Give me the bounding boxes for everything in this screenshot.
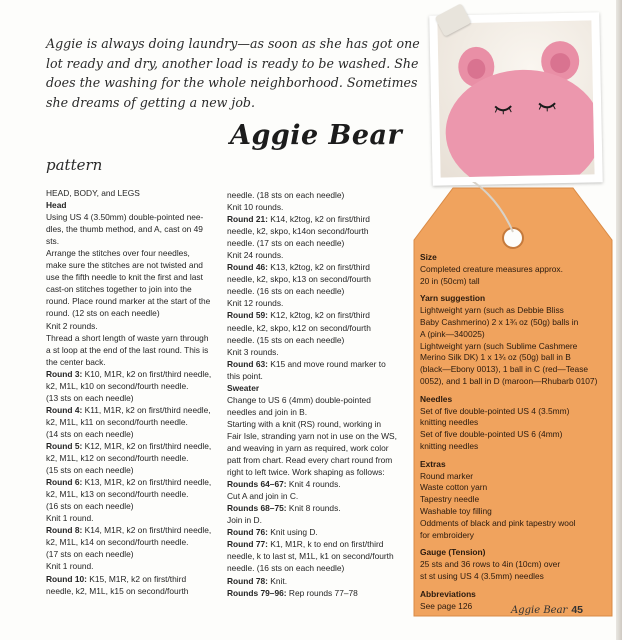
pattern-line: Head [46,200,67,211]
round-instruction: K12, k2tog, k2 on first/third [267,310,370,321]
pattern-line: HEAD, BODY, and LEGS [46,188,140,198]
pattern-line [227,526,409,538]
round-instruction: Knit 4 rounds. [286,479,341,490]
pattern-line: (13 sts on each needle) [46,392,134,403]
bear-photo [429,12,603,186]
pattern-line: Knit 12 rounds. [227,298,284,309]
round-label: Rounds 64–67: [227,479,287,490]
pattern-line: (14 sts on each needle) [46,428,134,439]
pattern-line: needles and join in B. [227,406,308,417]
tag-line: (black—Ebony 0013), 1 ball in C (red—Tease [420,364,589,375]
round-instruction: K13, M1R, k2 on first/third needle, [82,477,212,488]
tag-section-heading: Abbreviations [420,588,476,599]
tag-line: knitting needles [420,440,479,451]
pattern-line: this point. [227,370,263,381]
pattern-line [227,478,409,490]
tag-line: Waste cotton yarn [420,482,488,493]
tag-line: Set of five double-pointed US 6 (4mm) [420,429,563,440]
pattern-line: a st loop at the end of the last round. This is [46,344,209,355]
pattern-line [46,368,224,380]
intro-line: she dreams of getting a new job. [46,94,255,110]
pattern-line: and weaving in yarn as required, work color [227,442,389,453]
round-label: Rounds 68–75: [227,503,287,514]
pattern-line: needle. (18 sts on each needle) [227,190,345,200]
pattern-line [227,587,409,599]
intro-line: lot ready and dry, another load is ready to be washed. She [46,55,419,71]
pattern-line [227,213,409,225]
tag-line: 25 sts and 36 rows to 4in (10cm) over [420,559,561,570]
pattern-column-1 [46,187,224,597]
pattern-line: round. (12 sts on each needle) [46,308,160,319]
pattern-line: dles, the thumb method, and A, cast on 49 [46,224,203,235]
pattern-line [227,575,409,587]
round-instruction: Knit using D. [267,527,318,538]
round-label: Round 21: [227,214,268,225]
tag-line: See page 126 [420,600,473,611]
pattern-line: right to left twice. Work shaping as follows: [227,467,385,478]
pattern-line: the center back. [46,356,106,367]
round-instruction: Rep rounds 77–78 [286,587,358,598]
round-label: Round 4: [46,404,83,415]
tag-line: 20 in (50cm) tall [420,275,480,286]
intro-line: Aggie is always doing laundry—as soon as she has got one [46,36,420,51]
pattern-line: needle. (17 sts on each needle) [227,238,345,249]
pattern-line [46,440,224,452]
pattern-line: Knit 10 rounds. [227,202,284,213]
tag-line: Round marker [420,470,474,481]
pattern-line: Join in D. [227,515,262,526]
pattern-line [227,538,409,550]
round-instruction: Knit 8 rounds. [286,503,341,514]
tag-line: Oddments of black and pink tapestry wool [420,517,576,528]
tag-line: 0052), and 1 ball in D (maroon—Rhubarb 0107) [420,375,598,386]
pattern-line: Knit 1 round. [46,561,94,572]
pattern-line: use the fifth needle to knit the first and last [46,272,203,283]
pattern-line: needle, k2, M1L, k15 on second/fourth [46,585,189,596]
round-label: Round 6: [46,477,83,488]
pattern-line: Knit 2 rounds. [46,320,98,331]
round-instruction: K15 and move round marker to [267,358,386,369]
pattern-line [46,404,224,416]
pattern-line [227,502,409,514]
pattern-line: needle, k2, skpo, k14on second/fourth [227,226,369,237]
round-instruction: K13, k2tog, k2 on first/third [267,262,370,273]
tag-section-heading: Needles [420,393,453,404]
pattern-line: k2, M1L, k14 on second/fourth needle. [46,537,189,548]
pattern-line: (17 sts on each needle) [46,549,134,560]
pattern-line: round. Place round marker at the start of the [46,296,211,307]
pattern-line: Cut A and join in C. [227,491,299,502]
pattern-line [46,573,224,585]
pattern-line: Thread a short length of waste yarn through [46,332,209,343]
intro-text [46,34,420,112]
pattern-line: k2, M1L, k13 on second/fourth needle. [46,489,189,500]
pattern-line: Starting with a knit (RS) round, working in [227,418,382,429]
pattern-line [227,309,409,321]
tag-content [420,252,598,618]
tag-line: Washable toy filling [420,505,492,516]
pattern-line: Knit 24 rounds. [227,250,284,261]
pattern-line: cast-on stitches together to join into the [46,284,192,295]
pattern-line: needle. (15 sts on each needle) [227,334,345,345]
tag-line: Merino Silk DK) 1 x 1¾ oz (50g) ball in B [420,352,571,363]
pattern-line: k2, M1L, k12 on second/fourth needle. [46,453,189,464]
tag-section-heading: Yarn suggestion [420,293,486,304]
pattern-line: (15 sts on each needle) [46,465,134,476]
pattern-line: k2, M1L, k10 on second/fourth needle. [46,380,189,391]
round-label: Round 59: [227,310,268,321]
tag-line: Set of five double-pointed US 4 (3.5mm) [420,405,570,416]
pattern-line: Sweater [227,382,260,393]
round-instruction: K12, M1R, k2 on first/third needle, [82,440,212,451]
pattern-line: (16 sts on each needle) [46,501,134,512]
tag-line: st st using US 4 (3.5mm) needles [420,570,544,581]
tag-line: Baby Cashmerino) 2 x 1¾ oz (50g) balls in [420,316,579,327]
round-label: Round 8: [46,525,83,536]
round-instruction: Knit. [267,575,288,586]
pattern-line [227,358,409,370]
tag-line: Lightweight yarn (such Sublime Cashmere [420,340,578,351]
pattern-line: Fair Isle, stranding yarn not in use on the WS, [227,430,397,441]
intro-line: does the washing for the whole neighborhood. Sometimes [46,75,418,90]
round-label: Round 3: [46,368,83,379]
page-footer [511,604,583,616]
round-label: Round 10: [46,573,87,584]
round-label: Round 78: [227,575,268,586]
tag-line: for embroidery [420,529,474,540]
round-label: Rounds 79–96: [227,587,287,598]
round-label: Round 63: [227,358,268,369]
pattern-line: Knit 3 rounds. [227,346,279,357]
tag-section-heading: Extras [420,458,446,469]
pattern-line: needle. (16 sts on each needle) [227,563,345,574]
pattern-heading: pattern [46,156,103,174]
pattern-line: Using US 4 (3.50mm) double-pointed nee- [46,212,204,223]
pattern-line: make sure the stitches are not twisted and [46,260,203,271]
pattern-line: needle, k2, skpo, k12 on second/fourth [227,322,371,333]
round-instruction: K14, M1R, k2 on first/third needle, [82,525,212,536]
pattern-line [46,476,224,488]
tag-line: Tapestry needle [420,494,480,505]
tag-line: Lightweight yarn (such as Debbie Bliss [420,305,564,316]
pattern-line [227,261,409,273]
pink-bear-illustration [437,20,594,177]
pattern-line: Change to US 6 (4mm) double-pointed [227,394,371,405]
round-label: Round 5: [46,440,83,451]
page-title: Aggie Bear [230,120,403,151]
round-instruction: K10, M1R, k2 on first/third needle, [82,368,212,379]
tag-section-heading: Size [420,252,437,262]
tag-line: Completed creature measures approx. [420,263,563,274]
tag-line: knitting needles [420,417,479,428]
pattern-line: needle. (16 sts on each needle) [227,286,345,297]
pattern-line: sts. [46,236,60,247]
tag-section-heading: Gauge (Tension) [420,547,486,558]
round-instruction: K1, M1R, k to end on first/third [267,539,384,550]
pattern-line: k2, M1L, k11 on second/fourth needle. [46,416,188,427]
pattern-line: needle, k2, skpo, k13 on second/fourth [227,274,371,285]
round-instruction: K11, M1R, k2 on first/third needle, [82,404,211,415]
pattern-line: Arrange the stitches over four needles, [46,248,190,259]
round-label: Round 76: [227,527,268,538]
round-instruction: K14, k2tog, k2 on first/third [267,214,370,225]
pattern-column-2 [227,189,409,599]
pattern-line: patt from chart. Read every chart round from [227,455,393,466]
round-instruction: K15, M1R, k2 on first/third [86,573,187,584]
round-label: Round 46: [227,262,268,273]
pattern-line [46,524,224,536]
pattern-line: needle, k to last st, M1L, k1 on second/fourth [227,551,394,562]
pattern-line: Knit 1 round. [46,513,94,524]
page-number: 45 [571,604,584,616]
footer-label: Aggie Bear [511,605,568,616]
tag-line: A (pink—340025) [420,328,485,339]
round-label: Round 77: [227,539,268,550]
